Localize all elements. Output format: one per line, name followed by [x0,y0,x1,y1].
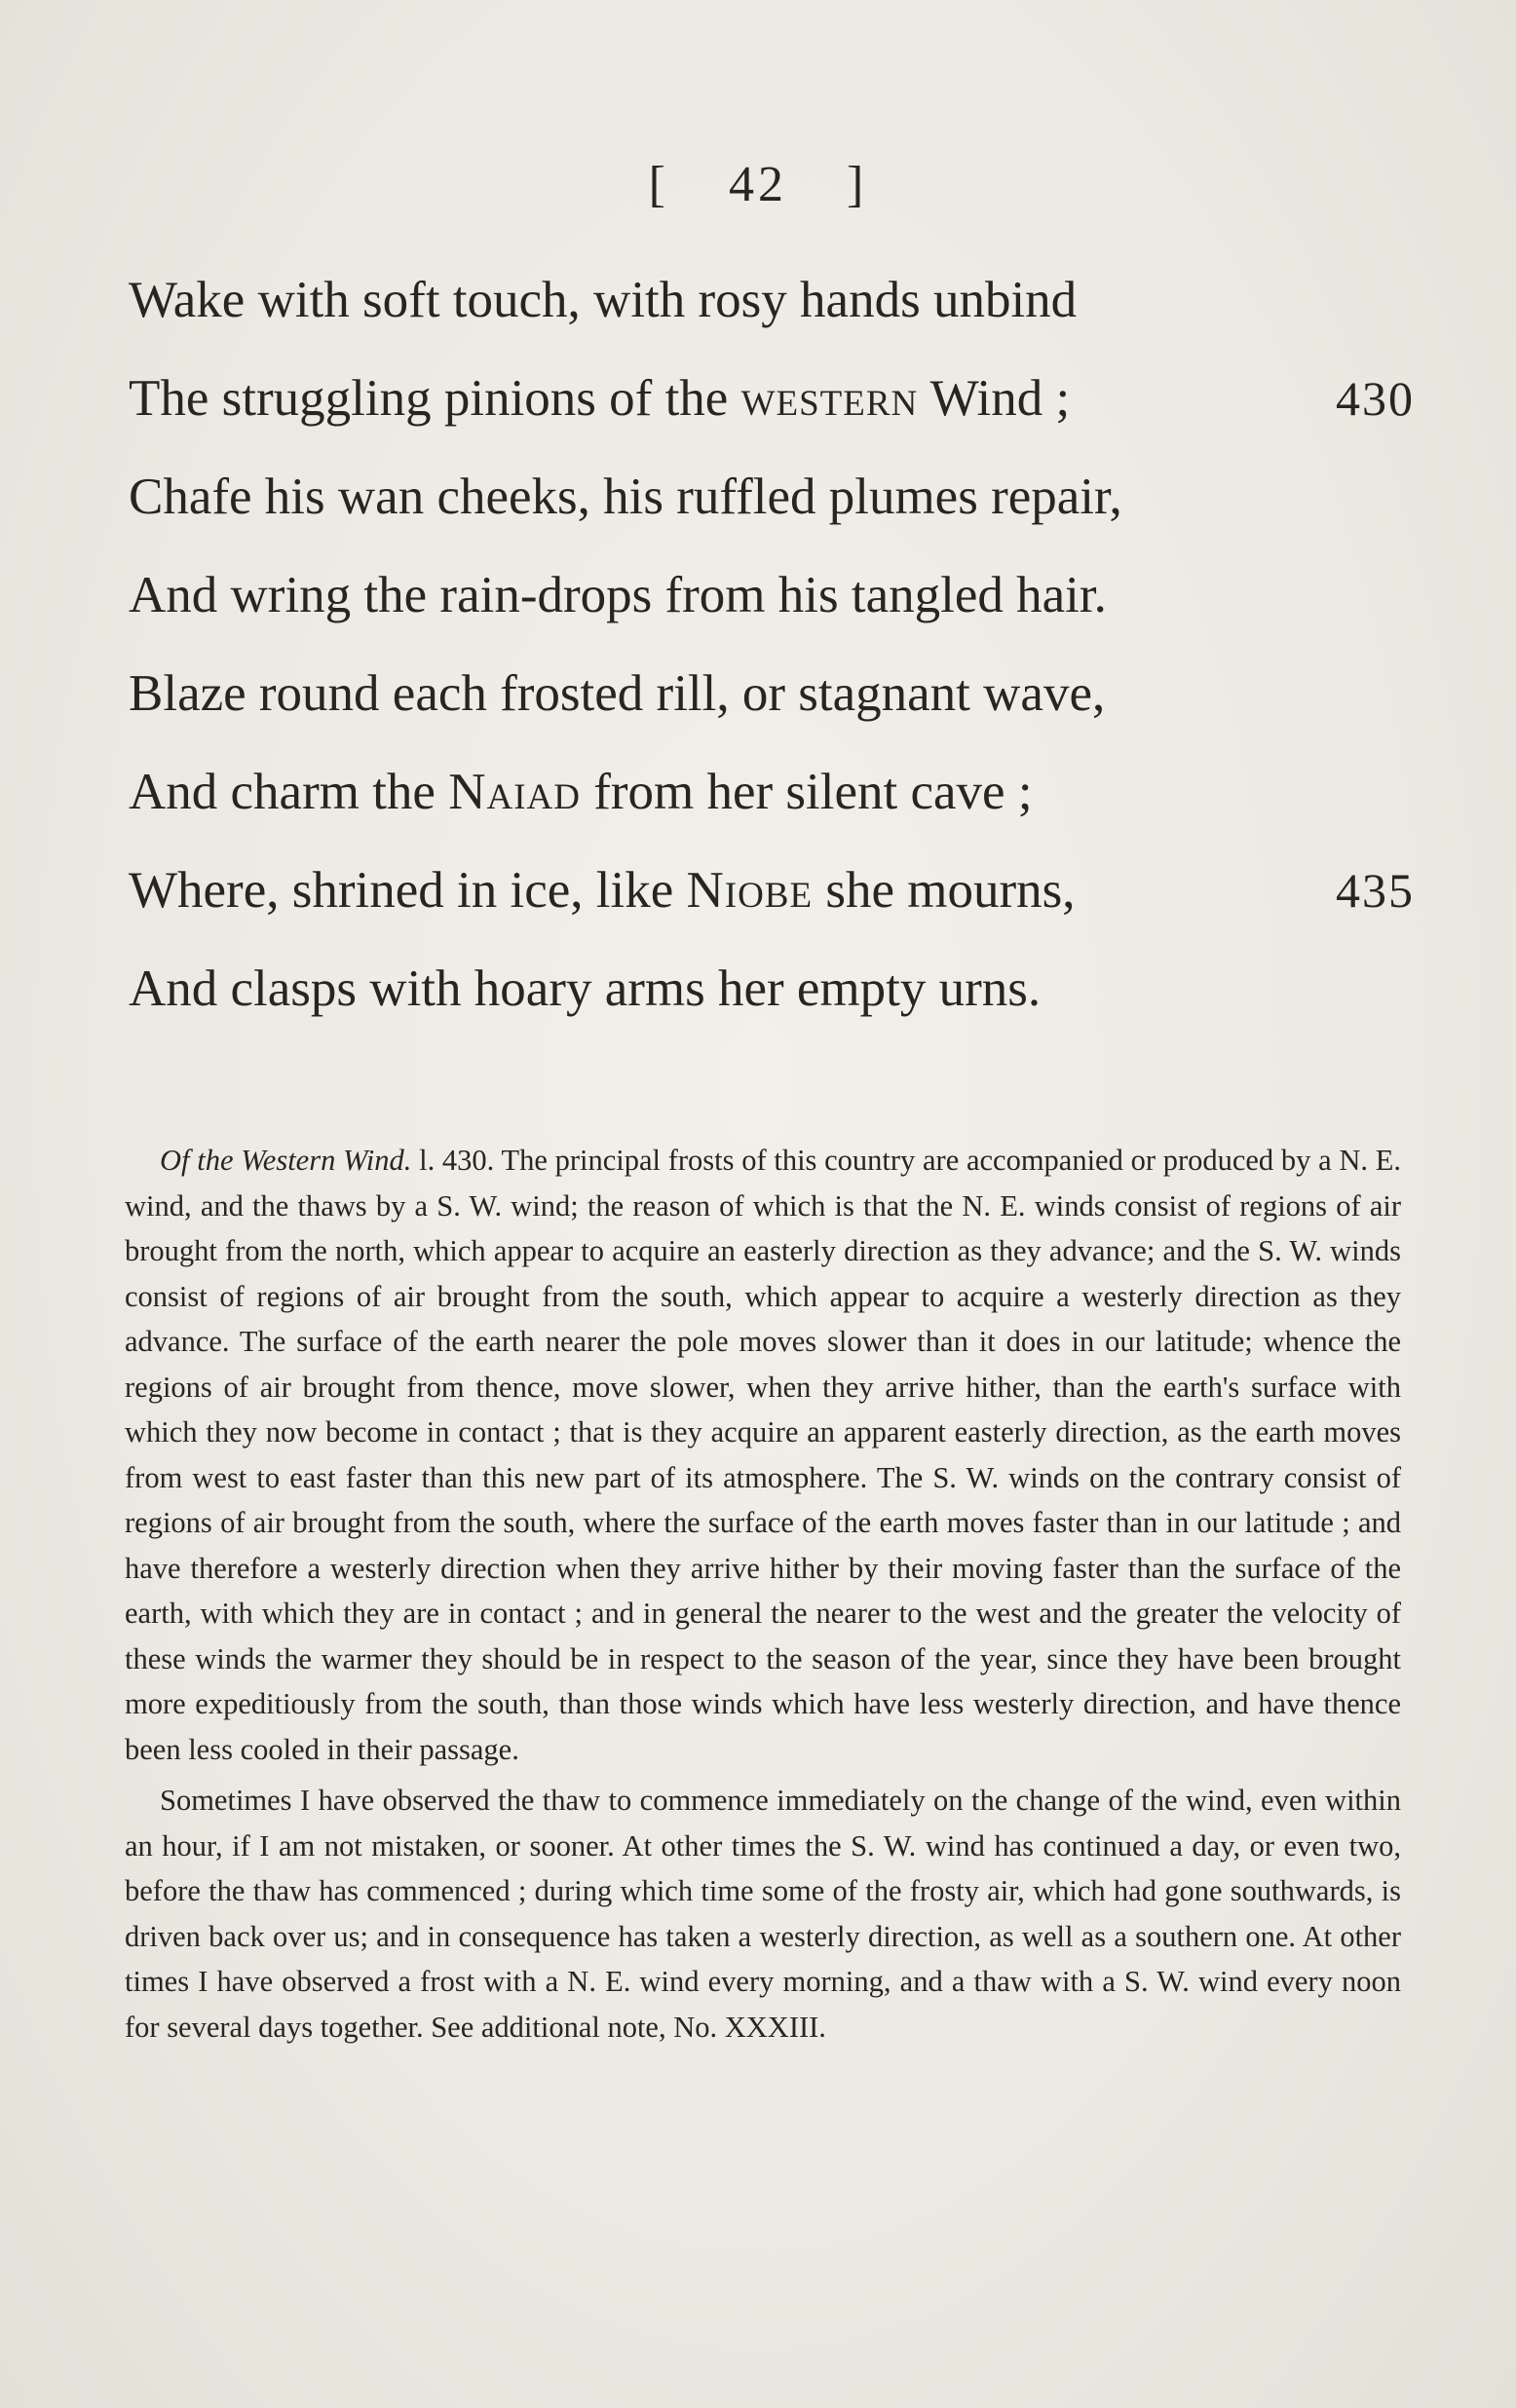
verse-text [129,862,1075,919]
footnote-title: Of the Western Wind. [160,1144,412,1177]
verse-line [129,645,1415,743]
verse-small-caps: western [740,370,919,427]
verse-text [129,665,1105,722]
footnote-western-wind [125,1138,1401,1772]
footnote-body: l. 430. The principal frosts of this country are accompanied or produced by a N. E. wind, and the thaws by a S. W. wind; the reason of which is that the N. E. winds consist of regions of air brought from the north, which appear to acquire an easterly direction as they advance; and the S. W. winds consist of regions of air brought from the south, which appear to acquire a westerly direction as they advance. The surface of the earth nearer the pole moves slower than it does in our latitude; whence the regions of air brought from thence, move slower, when they arrive hither, than the earth's surface with which they now become in contact ; that is they acquire an apparent easterly direction, as the earth moves from west to east faster than this new part of its atmosphere. The S. W. winds on the contrary consist of regions of air brought from the south, where the surface of the earth moves faster than in our latitude ; and have therefore a westerly direction when they arrive hither by their moving faster than the surface of the earth, with which they are in contact ; and in general the nearer to the west and the greater the velocity of these winds the warmer they should be in respect to the season of the year, since they have been brought more expeditiously from the south, than those winds which have less westerly direction, and have thence been less cooled in their passage. [125,1144,1401,1766]
verse-text [129,469,1122,525]
line-number: 435 [1336,863,1415,918]
verse-segment: Wake with soft touch, with rosy hands unbind [129,272,1078,328]
verse-text [129,764,1033,820]
verse-small-caps: Niobe [686,862,814,919]
verse-segment: she mourns, [813,862,1076,919]
verse-segment: And clasps with hoary arms her empty urns. [129,960,1042,1017]
verse-segment: And wring the rain-drops from his tangled hair. [129,567,1107,623]
verse-line [129,842,1415,940]
close-bracket: ] [847,157,868,212]
footnotes [125,1138,1401,2055]
verse-segment: Chafe his wan cheeks, his ruffled plumes repair, [129,469,1122,525]
verse-text [129,567,1107,623]
verse-segment: The struggling pinions of the [129,370,741,427]
verse-text [129,272,1077,328]
verse-small-caps: Naiad [448,764,581,820]
open-bracket: [ [648,157,669,212]
verse-line [129,350,1415,448]
verse-text [129,960,1041,1017]
verse-segment: from her silent cave ; [580,764,1033,820]
line-number: 430 [1336,371,1415,426]
verse-line [129,940,1415,1038]
page-header [0,156,1516,213]
verse-segment: Wind ; [918,370,1071,427]
verse-segment: And charm the [129,764,449,820]
verse-line [129,546,1415,645]
page-number: 42 [729,157,787,212]
verse-text [129,370,1070,427]
verse-line [129,448,1415,546]
footnote-continuation: Sometimes I have observed the thaw to commence immediately on the change of the wind, even within an hour, if I am not mistaken, or sooner. At other times the S. W. wind has continued a day, or even two, before the thaw has commenced ; during which time some of the frosty air, which had gone southwards, is driven back over us; and in consequence has taken a westerly direction, as well as a southern one. At other times I have observed a frost with a N. E. wind every morning, and a thaw with a S. W. wind every noon for several days together. See additional note, No. XXXIII. [125,1784,1401,2044]
verse-line [129,743,1415,842]
verse-segment: Where, shrined in ice, like [129,862,687,919]
poem-stanza [129,251,1415,1038]
verse-line [129,251,1415,350]
verse-segment: Blaze round each frosted rill, or stagnant wave, [129,665,1106,722]
